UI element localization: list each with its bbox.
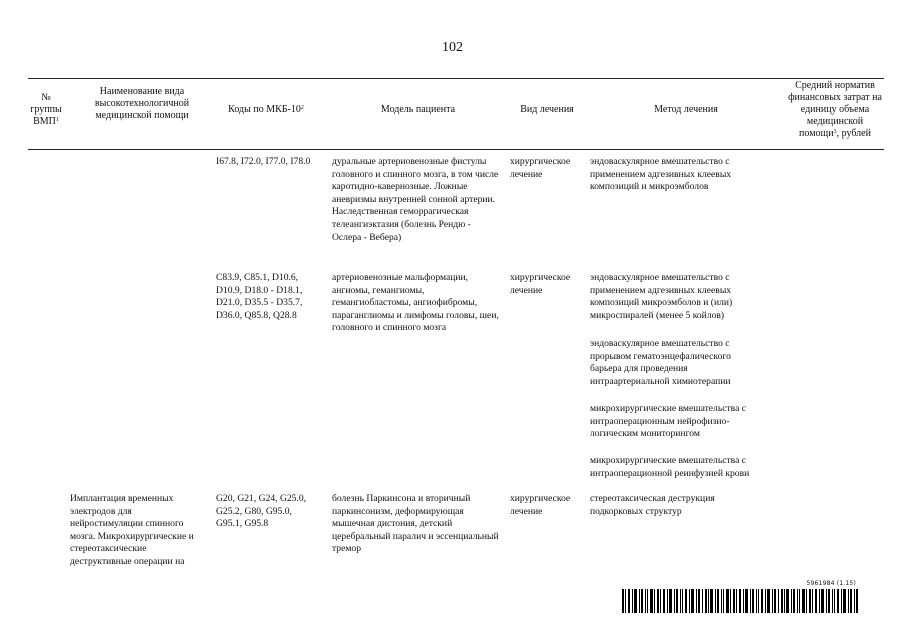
row3-codes: G20, G21, G24, G25.0, G25.2, G80, G95.0, G95.1, G95.8 xyxy=(216,493,307,530)
row1-treatment: хирургическое лечение xyxy=(510,156,571,180)
row1-codes: I67.8, I72.0, I77.0, I78.0 xyxy=(216,156,311,167)
header-patient-model: Модель пациента xyxy=(380,104,456,115)
header-group-number: № группы ВМП$^1$ xyxy=(30,92,62,127)
row1-method-1: эндоваскулярное вмешательство с применением адгезивных клеевых композиций и микроэмболов xyxy=(590,156,732,193)
header-treatment-method: Метод лечения xyxy=(654,104,718,115)
barcode-number: 5961984 (1.15) xyxy=(806,580,856,587)
row3-model: болезнь Паркинсона и вторичный паркинсонизм, деформирующая мышечная дистония, детский церебральный паралич и эссенциальный тремор xyxy=(332,493,499,555)
row2-method-3: микрохирургические вмешательства с интраоперационным нейрофизио-логическим мониторингом xyxy=(590,403,746,440)
row3-vmp-name: Имплантация временных электродов для нейростимуляции спинного мозга. Микрохирургические и стереотаксические деструктивные операции на xyxy=(70,493,194,567)
header-top-rule xyxy=(28,78,884,79)
row2-treatment: хирургическое лечение xyxy=(510,272,571,296)
header-financial-norm: Средний норматив финансовых затрат на единицу объема медицинской помощи$^3$, рублей xyxy=(788,80,882,139)
header-bottom-rule xyxy=(28,149,884,150)
row1-model: дуральные артериовенозные фистулы головного и спинного мозга, в том числе каротидно-кавернозные. Ложные аневризмы внутренней сонной артерии. Наследственная геморрагическая телеангиэктазия (болезнь Рендю - Ослера - Вебера) xyxy=(332,156,499,243)
header-icd-codes: Коды по МКБ-$10^2$ xyxy=(228,104,304,115)
barcode-image xyxy=(622,589,858,613)
header-vmp-name: Наименование вида высокотехнологичной медицинской помощи xyxy=(94,86,190,121)
row2-method-4: микрохирургические вмешательства с интраоперационной реинфузией крови xyxy=(590,455,750,479)
header-treatment-type: Вид лечения xyxy=(520,104,574,115)
row2-codes: C83.9, C85.1, D10.6, D10.9, D18.0 - D18.1, D21.0, D35.5 - D35.7, D36.0, Q85.8, Q28.8 xyxy=(216,272,303,321)
row3-method-1: стереотаксическая деструкция подкорковых структур xyxy=(590,493,715,517)
row3-treatment: хирургическое лечение xyxy=(510,493,571,517)
row2-method-2: эндоваскулярное вмешательство с прорывом гематоэнцефалического барьера для проведения интраартериальной химиотерапии xyxy=(590,338,731,387)
page-number: 102 xyxy=(442,40,463,55)
row2-model: артериовенозные мальформации, ангиомы, гемангиомы, гемангиобластомы, ангиофибромы, параганглиомы и лимфомы головы, шеи, головного и спинного мозга xyxy=(332,272,499,334)
row2-method-1: эндоваскулярное вмешательство с применением адгезивных клеевых композиций микроэмболов и (или) микроспиралей (менее 5 койлов) xyxy=(590,272,733,321)
